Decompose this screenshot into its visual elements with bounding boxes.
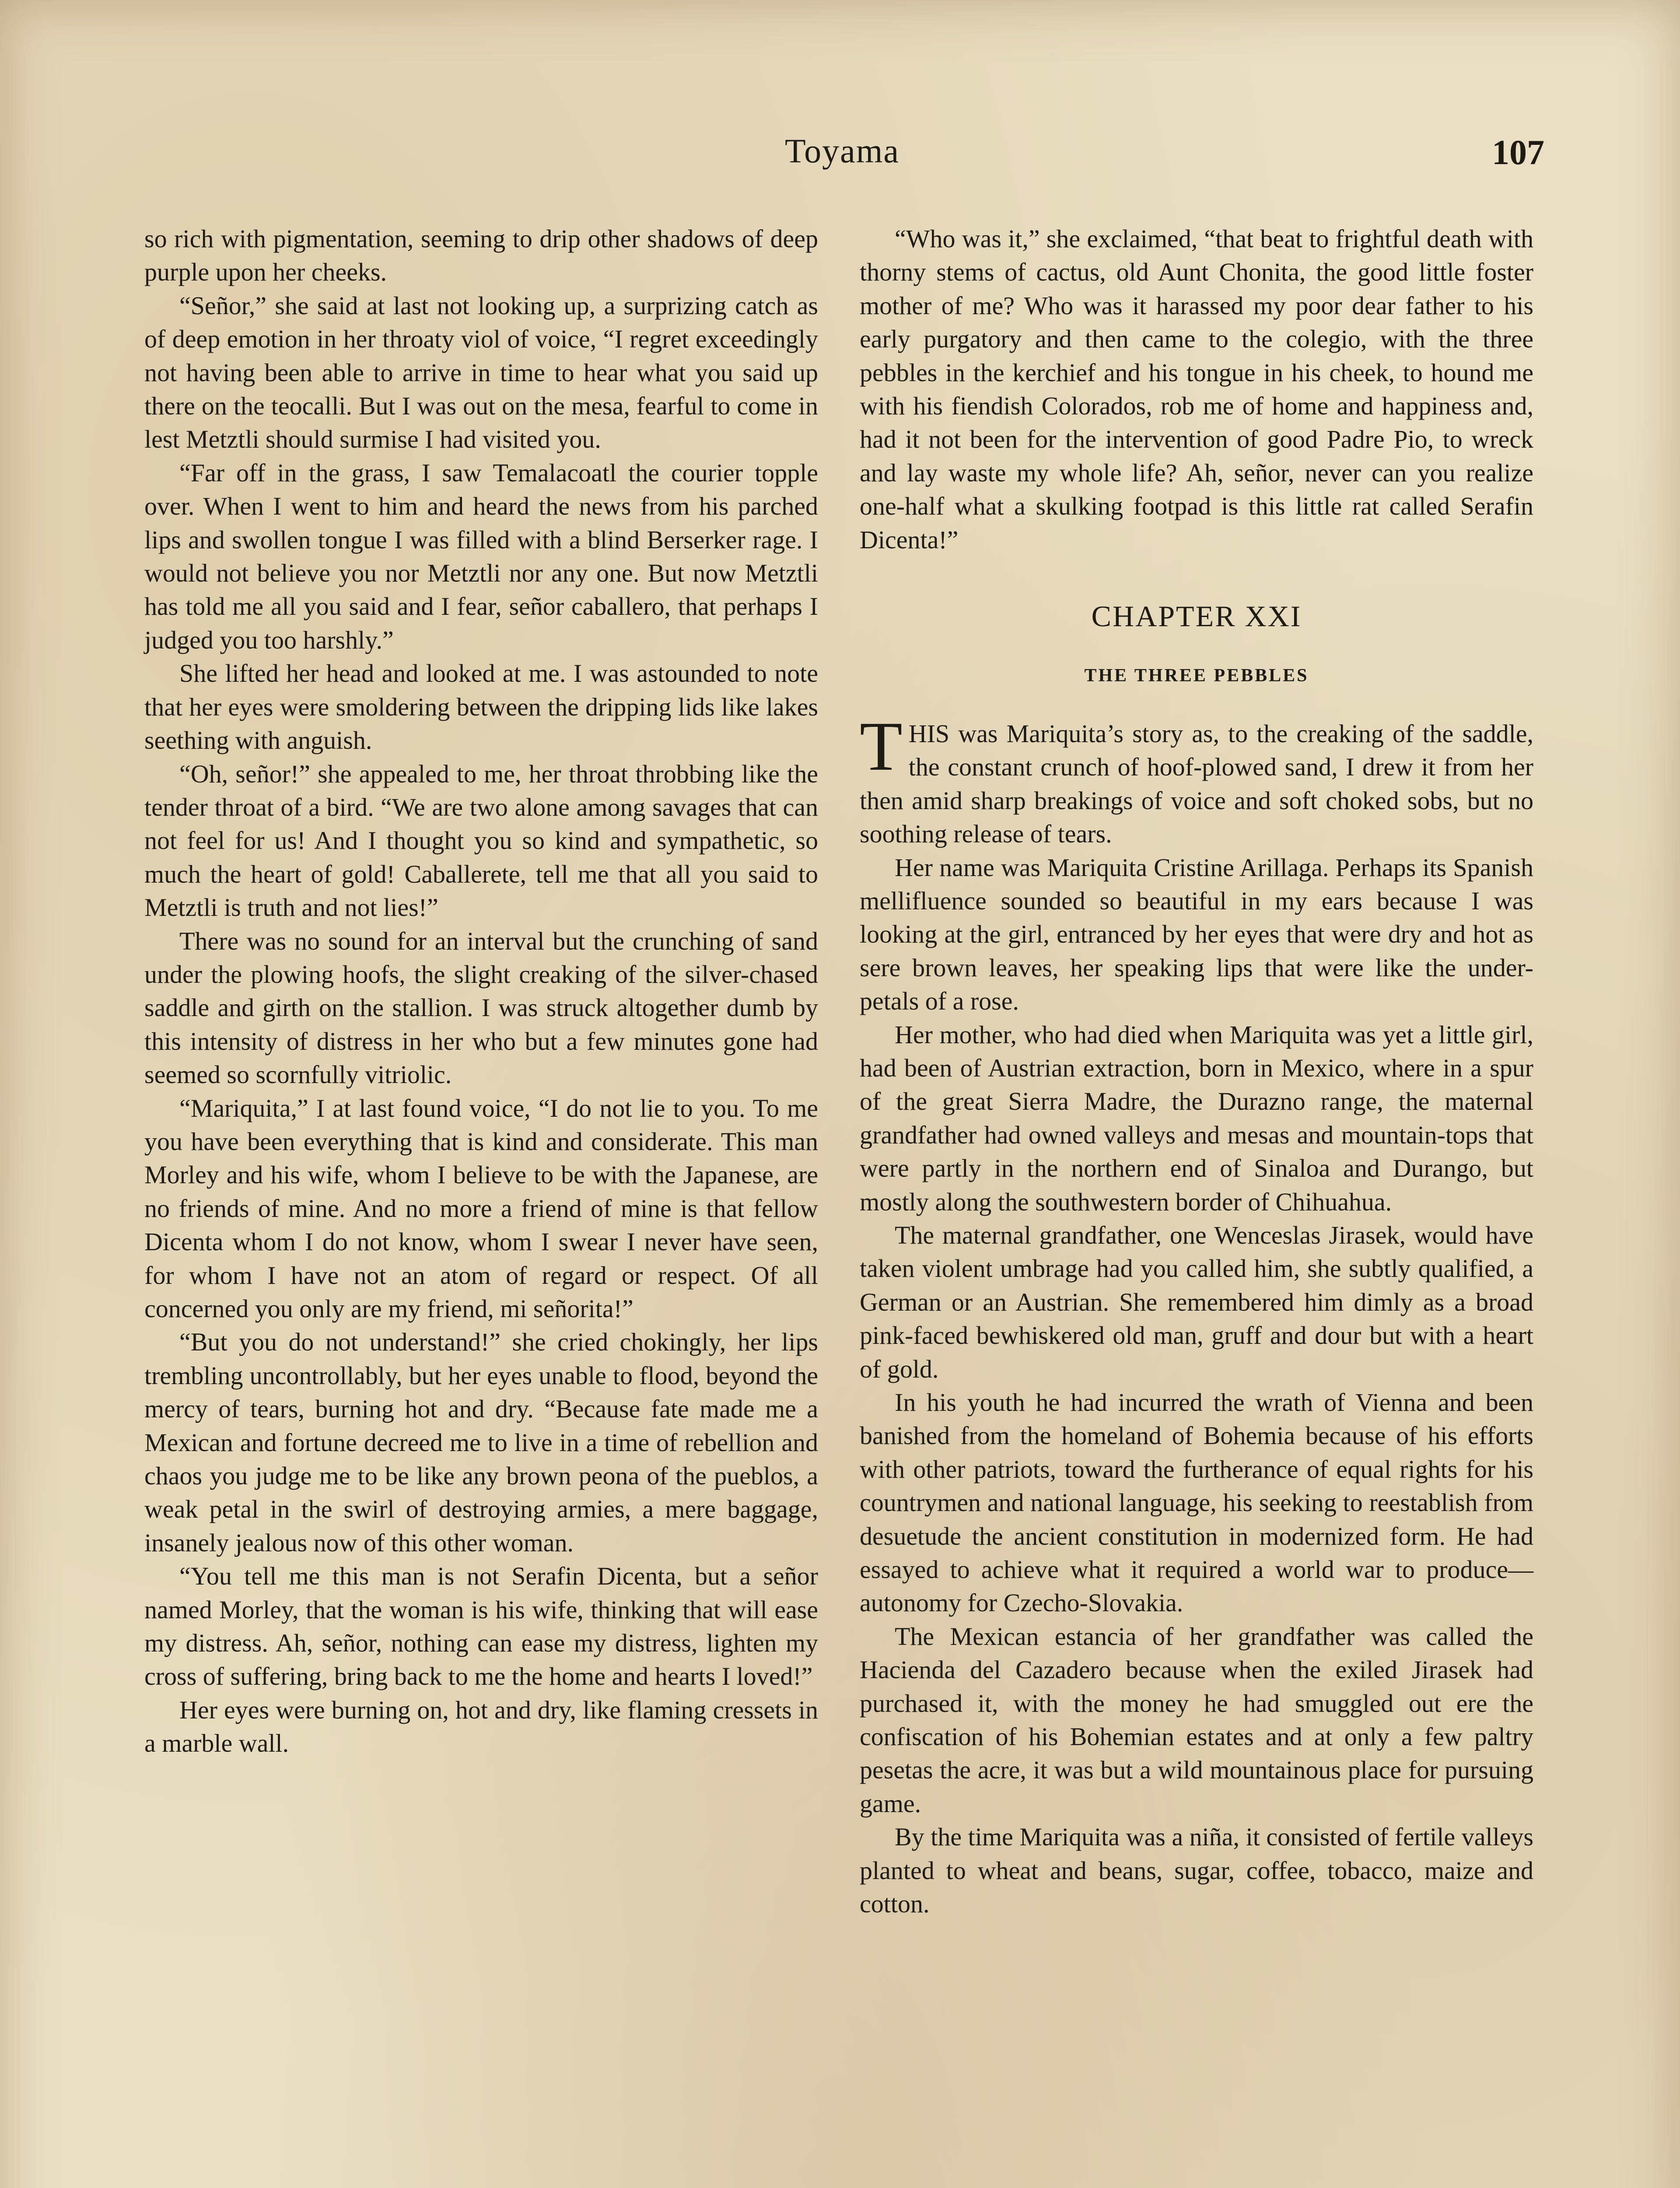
paragraph: By the time Mariquita was a niña, it consisted of fertile valleys planted to wheat and beans, sugar, coffee, tobacco, maize and cotton.: [860, 1823, 1533, 1918]
paragraph: Her eyes were burning on, hot and dry, like flaming cressets in a marble wall.: [144, 1695, 818, 1758]
left-column: [144, 222, 818, 1760]
paragraph: so rich with pigmentation, seeming to drip other shadows of deep purple upon her cheeks.: [144, 224, 818, 287]
paragraph: There was no sound for an interval but the crunching of sand under the plowing hoofs, the slight creaking of the silver-chased saddle and girth on the stallion. I was struck altogether dumb by this intensity of distress in her who but a few minutes gone had seemed so scornfully vitriolic.: [144, 926, 818, 1089]
paragraph: “Señor,” she said at last not looking up, a surprizing catch as of deep emotion in her throaty viol of voice, “I regret exceedingly not having been able to arrive in time to hear what you said up there on the teocalli. But I was out on the mesa, fearful to come in lest Metztli should surmise I had visited you.: [144, 291, 818, 454]
drop-cap: T: [860, 707, 903, 785]
page-number: 107: [1492, 133, 1544, 172]
opening-text: HIS was Mariquita’s story as, to the creaking of the saddle, the constant crunch of hoof-plowed sand, I drew it from her then amid sharp breakings of voice and soft choked sobs, but no soothing release of tears.: [860, 719, 1533, 849]
paragraph: Her mother, who had died when Mariquita was yet a little girl, had been of Austrian extraction, born in Mexico, where in a spur of the great Sierra Madre, the Durazno range, the maternal grandfather had owned valleys and mesas and mountain-tops that were partly in the northern end of Sinaloa and Durango, but mostly along the southwestern border of Chihuahua.: [860, 1020, 1533, 1216]
paragraph: “You tell me this man is not Serafin Dicenta, but a señor named Morley, that the woman is his wife, thinking that will ease my distress. Ah, señor, nothing can ease my distress, lighten my cross of suffering, bring back to me the home and hearts I loved!”: [144, 1562, 818, 1691]
right-column: [860, 222, 1533, 1921]
running-title: Toyama: [784, 132, 900, 170]
paragraph: Her name was Mariquita Cristine Arillaga. Perhaps its Spanish mellifluence sounded so beautiful in my ears because I was looking at the girl, entranced by her eyes that were dry and hot as sere brown leaves, her speaking lips that were like the under-petals of a rose.: [860, 853, 1533, 1016]
paragraph: The Mexican estancia of her grandfather was called the Hacienda del Cazadero because when the exiled Jirasek had purchased it, with the money he had smuggled out ere the confiscation of his Bohemian estates and at only a few paltry pesetas the acre, it was but a wild mountainous place for pursuing game.: [860, 1622, 1533, 1818]
chapter-opening-paragraph: [860, 707, 1533, 851]
paragraph: “Far off in the grass, I saw Temalacoatl the courier topple over. When I went to him and heard the news from his parched lips and swollen tongue I was filled with a blind Berserker rage. I would not believe you nor Metztli nor any one. But now Metztli has told me all you said and I fear, señor caballero, that perhaps I judged you too harshly.”: [144, 458, 818, 654]
chapter-subtitle: THE THREE PEBBLES: [1084, 666, 1309, 686]
paragraph: “But you do not understand!” she cried chokingly, her lips trembling uncontrollably, but her eyes unable to flood, beyond the mercy of tears, burning hot and dry. “Because fate made me a Mexican and fortune decreed me to live in a time of rebellion and chaos you judge me to be like any brown peona of the pueblos, a weak petal in the swirl of destroying armies, a mere baggage, insanely jealous now of this other woman.: [144, 1328, 818, 1557]
chapter-title: CHAPTER XXI: [1091, 600, 1302, 633]
paragraph: In his youth he had incurred the wrath of Vienna and been banished from the homeland of Bohemia because of his efforts with other patriots, toward the furtherance of equal rights for his countrymen and national language, his seeking to reestablish from desuetude the ancient constitution in modernized form. He had essayed to achieve what it required a world war to produce—autonomy for Czecho-Slovakia.: [860, 1388, 1533, 1617]
paragraph: She lifted her head and looked at me. I was astounded to note that her eyes were smoldering between the dripping lids like lakes seething with anguish.: [144, 659, 818, 755]
paragraph: “Oh, señor!” she appealed to me, her throat throbbing like the tender throat of a bird. “We are two alone among savages that can not feel for us! And I thought you so kind and sympathetic, so much the heart of gold! Caballerete, tell me that all you said to Metztli is truth and not lies!”: [144, 759, 818, 922]
paragraph: “Who was it,” she exclaimed, “that beat to frightful death with thorny stems of cactus, old Aunt Chonita, the good little foster mother of me? Who was it harassed my poor dear father to his early purgatory and then came to the colegio, with the three pebbles in the kerchief and his tongue in his cheek, to hound me with his fiendish Colorados, rob me of home and happiness and, had it not been for the intervention of good Padre Pio, to wreck and lay waste my whole life? Ah, señor, never can you realize one-half what a skulking footpad is this little rat called Serafin Dicenta!”: [860, 224, 1533, 554]
page-header: [140, 127, 1544, 184]
paragraph: “Mariquita,” I at last found voice, “I do not lie to you. To me you have been everything that is kind and considerate. This man Morley and his wife, whom I believe to be with the Japanese, are no friends of mine. And no more a friend of mine is that fellow Dicenta whom I do not know, whom I swear I never have seen, for whom I have not an atom of regard or respect. Of all concerned you only are my friend, mi señorita!”: [144, 1094, 818, 1323]
paragraph: The maternal grandfather, one Wenceslas Jirasek, would have taken violent umbrage had you called him, she subtly qualified, a German or an Austrian. She remembered him dimly as a broad pink-faced bewhiskered old man, gruff and dour but with a heart of gold.: [860, 1220, 1533, 1383]
